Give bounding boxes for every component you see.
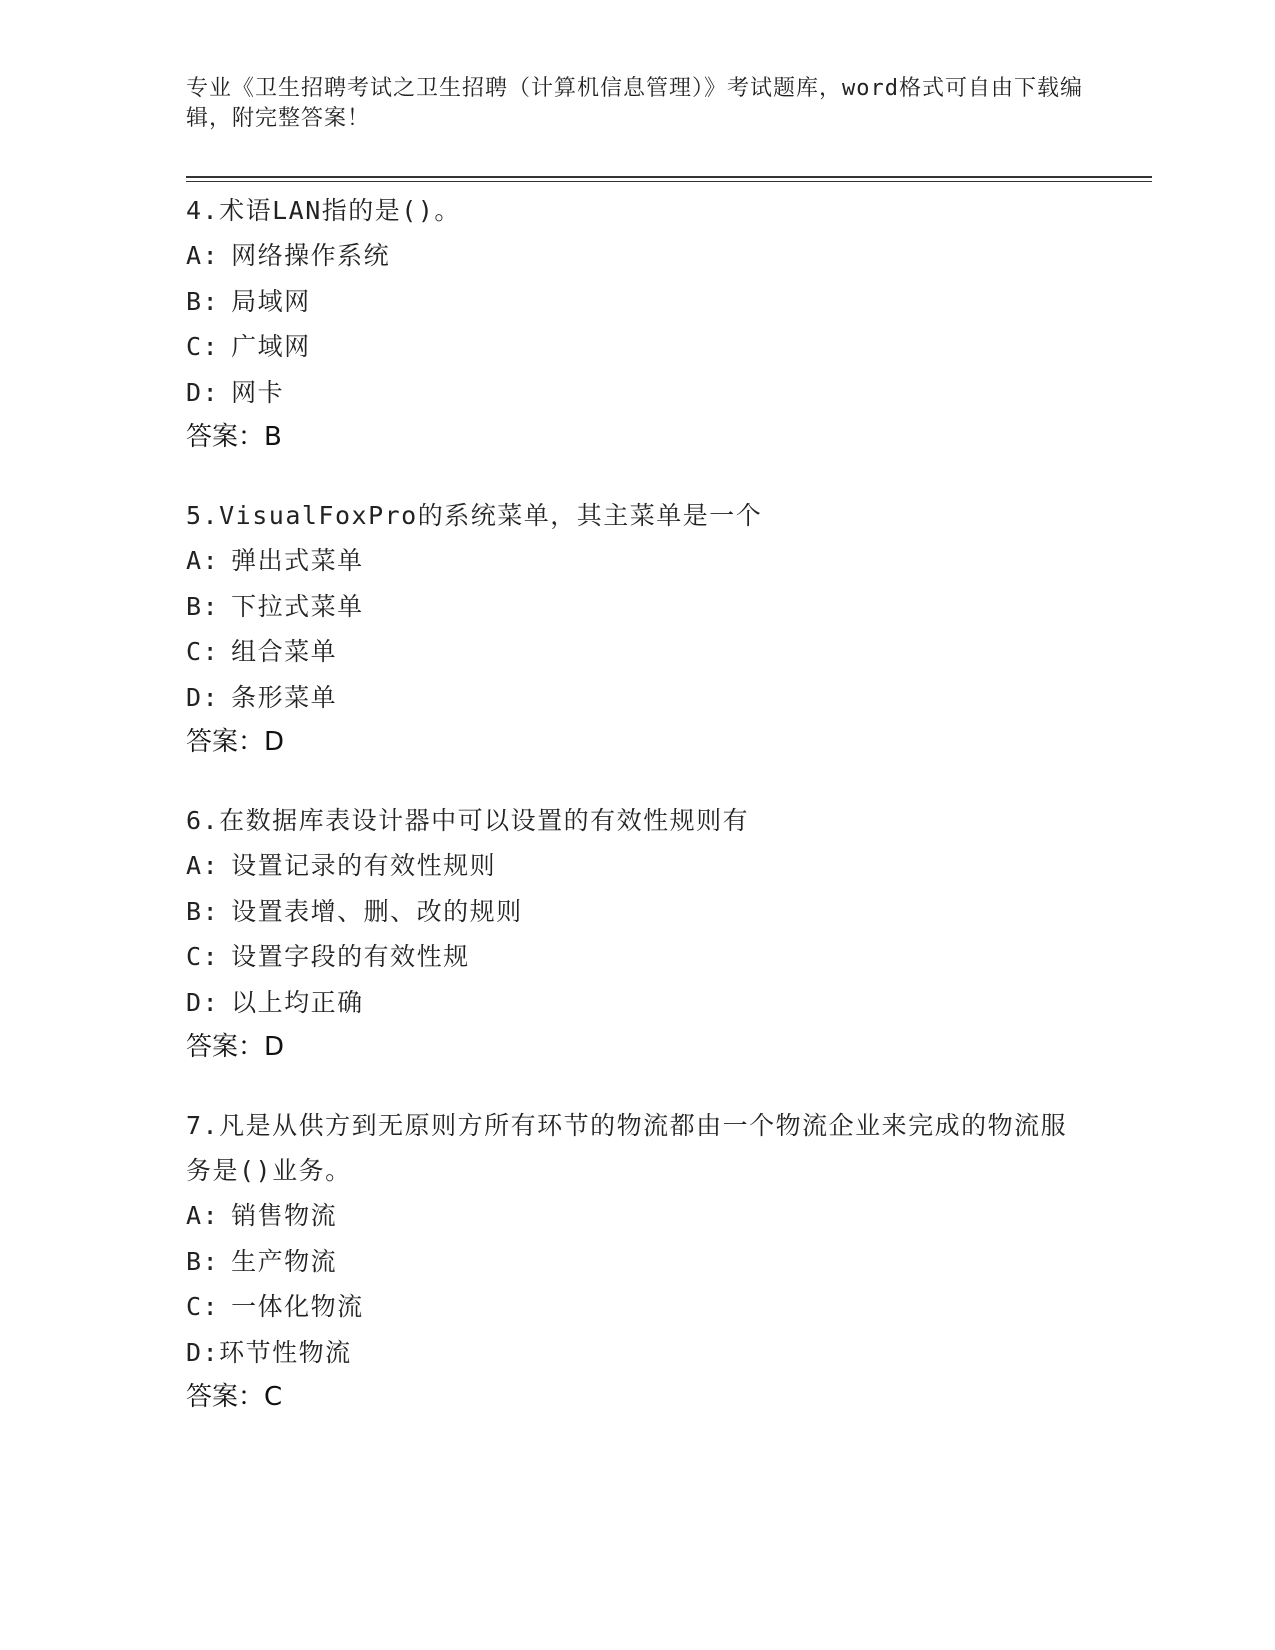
option-letter: C [186,637,203,666]
option-letter: B [186,286,203,316]
option-d [186,675,1086,721]
document-header: 专业《卫生招聘考试之卫生招聘（计算机信息管理）》考试题库，word格式可自由下载编辑，附完整答案！ [186,76,1083,131]
option-letter: A [186,1201,203,1230]
question-list [186,188,1086,1453]
question-number: 4. [186,196,220,225]
option-text: 局域网 [231,286,311,316]
option-separator: : [202,637,220,666]
question-stem [186,188,1086,233]
option-letter: A [186,241,203,270]
option-a [186,233,1086,279]
question-text: VisualFoxPro的系统菜单，其主菜单是一个 [219,501,763,530]
option-a [186,843,1086,889]
option-a [186,538,1086,584]
question-5 [186,493,1086,765]
option-text: 网卡 [231,377,285,407]
option-letter: C [186,942,203,971]
option-separator: : [202,1201,220,1230]
option-text: 广域网 [231,332,311,361]
question-text: 在数据库表设计器中可以设置的有效性规则有 [219,806,750,835]
question-number: 7. [186,1111,220,1140]
answer-line: 答案：C [186,1382,283,1412]
option-separator: : [202,546,220,575]
question-stem [186,493,1086,538]
option-b [186,889,1086,935]
option-b [186,279,1086,325]
option-letter: D [186,377,203,407]
option-text: 以上均正确 [231,987,364,1017]
option-text: 销售物流 [231,1201,338,1230]
question-6 [186,798,1086,1070]
option-letter: C [186,332,203,361]
option-separator: : [202,942,220,971]
option-c [186,629,1086,675]
question-text: 凡是从供方到无原则方所有环节的物流都由一个物流企业来完成的物流服务是()业务。 [186,1111,1068,1185]
option-text: 生产物流 [231,1246,338,1276]
option-text: 设置字段的有效性规 [231,942,470,971]
option-separator: : [202,591,220,621]
option-separator: : [202,1292,220,1321]
question-4 [186,188,1086,460]
option-letter: D [186,1337,203,1367]
answer-line: 答案：D [186,1032,285,1062]
option-text: 下拉式菜单 [231,591,364,621]
option-text: 设置记录的有效性规则 [231,851,497,880]
option-letter: D [186,682,203,712]
question-stem [186,1103,1086,1193]
question-number: 6. [186,806,220,835]
option-b [186,1239,1086,1285]
option-letter: D [186,987,203,1017]
option-separator: : [202,286,220,316]
option-separator: : [202,682,220,712]
header-divider-thin [186,181,1152,182]
option-text: 弹出式菜单 [231,546,364,575]
option-text: 组合菜单 [231,637,338,666]
question-text: 术语LAN指的是()。 [219,196,461,225]
option-letter: C [186,1292,203,1321]
answer-line: 答案：B [186,422,282,452]
option-separator: : [202,1246,220,1276]
option-c [186,1284,1086,1330]
option-separator: : [202,851,220,880]
option-separator: : [202,332,220,361]
option-text: 设置表增、删、改的规则 [231,896,523,926]
option-text: 网络操作系统 [231,241,391,270]
option-separator: : [202,987,220,1017]
option-letter: A [186,851,203,880]
option-separator: : [202,1337,220,1367]
option-text: 一体化物流 [231,1292,364,1321]
option-d [186,370,1086,416]
option-a [186,1193,1086,1239]
option-separator: : [202,377,220,407]
header-divider-thick [186,176,1152,178]
option-c [186,324,1086,370]
question-number: 5. [186,501,220,530]
option-separator: : [202,241,220,270]
question-stem [186,798,1086,843]
option-b [186,584,1086,630]
option-letter: B [186,896,203,926]
answer-line: 答案：D [186,727,285,757]
option-d [186,980,1086,1026]
option-separator: : [202,896,220,926]
option-letter: A [186,546,203,575]
option-d [186,1330,1086,1376]
question-7 [186,1103,1086,1420]
option-letter: B [186,591,203,621]
option-text: 条形菜单 [231,682,338,712]
option-c [186,934,1086,980]
option-letter: B [186,1246,203,1276]
option-text: 环节性物流 [219,1337,352,1367]
